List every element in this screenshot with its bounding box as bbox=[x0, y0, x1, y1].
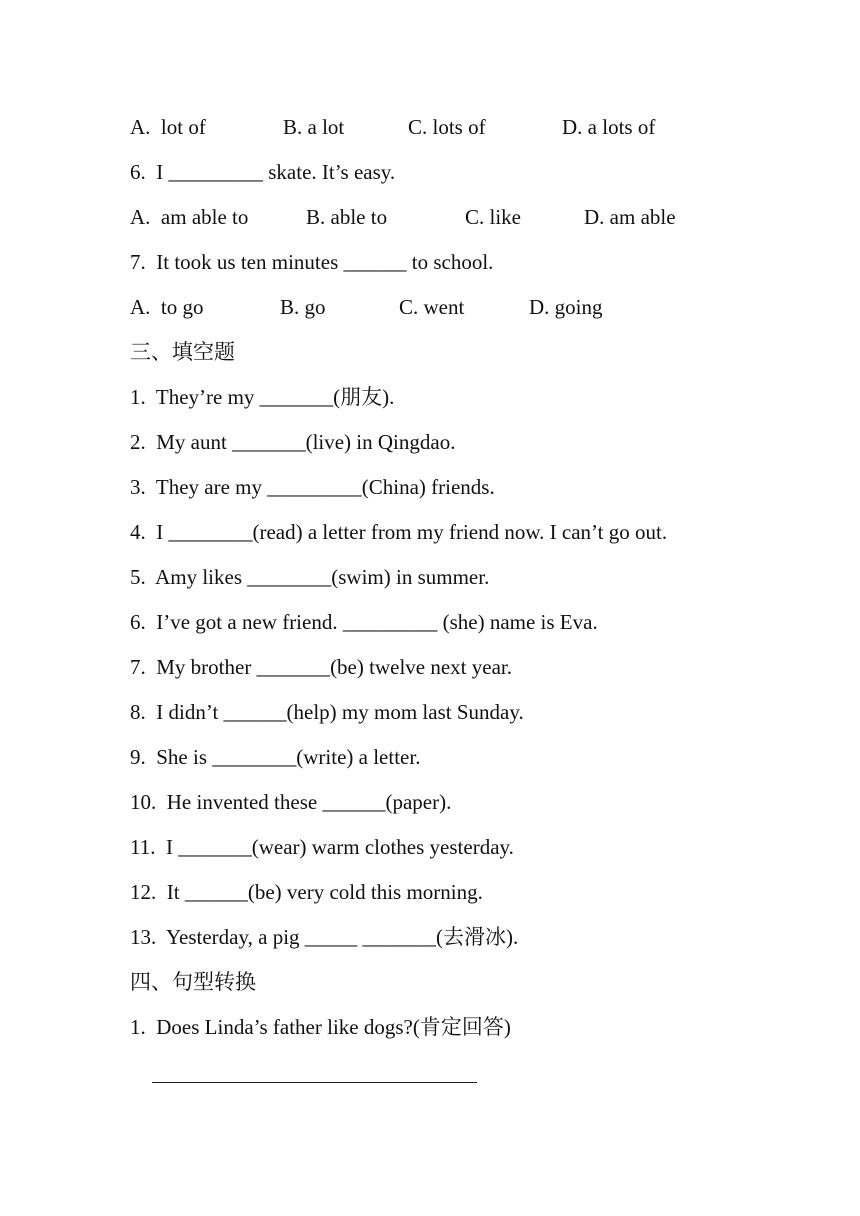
section3-item-12: 12. It ______(be) very cold this morning. bbox=[130, 880, 483, 904]
section3-item-9: 9. She is ________(write) a letter. bbox=[130, 745, 421, 769]
q5-option-c: C. lots of bbox=[408, 115, 486, 139]
q7-option-d: D. going bbox=[529, 295, 603, 319]
section3-item-7: 7. My brother _______(be) twelve next year. bbox=[130, 655, 512, 679]
q7-options bbox=[130, 292, 603, 322]
q7-option-a: A. to go bbox=[130, 295, 204, 319]
q7-option-c: C. went bbox=[399, 295, 465, 319]
section3-item-2: 2. My aunt _______(live) in Qingdao. bbox=[130, 430, 456, 454]
q7-stem: 7. It took us ten minutes ______ to school. bbox=[130, 250, 494, 274]
section3-item-3: 3. They are my _________(China) friends. bbox=[130, 475, 495, 499]
section3-item-5: 5. Amy likes ________(swim) in summer. bbox=[130, 565, 490, 589]
q5-option-b: B. a lot bbox=[283, 115, 345, 139]
q6-option-d: D. am able bbox=[584, 205, 676, 229]
section3-item-6: 6. I’ve got a new friend. _________ (she) name is Eva. bbox=[130, 610, 598, 634]
answer-line[interactable] bbox=[152, 1082, 477, 1083]
q5-option-d: D. a lots of bbox=[562, 115, 656, 139]
section3-item-1: 1. They’re my _______(朋友). bbox=[130, 385, 395, 409]
q5-option-a: A. lot of bbox=[130, 115, 206, 139]
section3-item-13: 13. Yesterday, a pig _____ _______(去滑冰). bbox=[130, 925, 519, 949]
q6-options bbox=[130, 202, 676, 232]
section4-item-1: 1. Does Linda’s father like dogs?(肯定回答) bbox=[130, 1015, 511, 1039]
section3-item-11: 11. I _______(wear) warm clothes yesterday. bbox=[130, 835, 514, 859]
section4-heading: 四、句型转换 bbox=[130, 970, 256, 994]
q5-options bbox=[130, 112, 656, 142]
section3-heading: 三、填空题 bbox=[130, 340, 235, 364]
section3-item-10: 10. He invented these ______(paper). bbox=[130, 790, 452, 814]
q6-option-a: A. am able to bbox=[130, 205, 249, 229]
q6-option-c: C. like bbox=[465, 205, 521, 229]
section3-item-8: 8. I didn’t ______(help) my mom last Sunday. bbox=[130, 700, 524, 724]
q6-stem: 6. I _________ skate. It’s easy. bbox=[130, 160, 396, 184]
section3-item-4: 4. I ________(read) a letter from my friend now. I can’t go out. bbox=[130, 520, 668, 544]
q6-option-b: B. able to bbox=[306, 205, 388, 229]
q7-option-b: B. go bbox=[280, 295, 326, 319]
